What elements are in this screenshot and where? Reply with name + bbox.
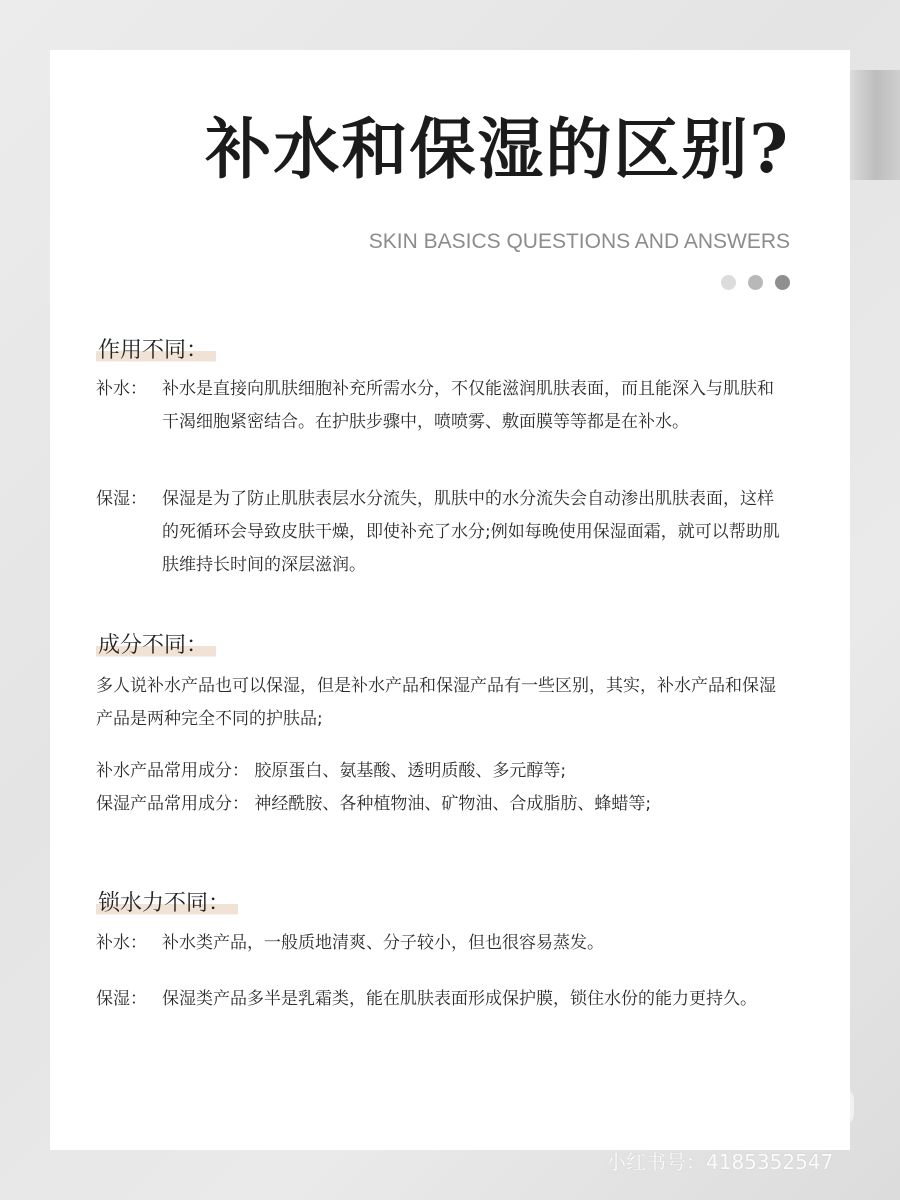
item-label: 保湿： (96, 489, 147, 509)
pagination-dots (721, 275, 790, 290)
watermark-id: 小红书号：4185352547 (606, 1150, 834, 1174)
page-title: 补水和保湿的区别? (205, 110, 790, 188)
section-heading-water-lock: 锁水力不同： (96, 886, 238, 917)
section-heading-function: 作用不同： (96, 333, 216, 364)
section-heading-ingredients: 成分不同： (96, 628, 216, 659)
item-moisturize-lock (96, 983, 790, 1016)
item-hydration-function (96, 373, 790, 439)
item-label: 保湿： (96, 989, 147, 1009)
item-text: 补水类产品，一般质地清爽、分子较小，但也很容易蒸发。 (162, 933, 604, 953)
item-label: 补水： (96, 933, 147, 953)
page-subtitle: SKIN BASICS QUESTIONS AND ANSWERS (368, 230, 790, 253)
watermark-logo: 小红书 (768, 1088, 854, 1126)
item-text: 保湿是为了防止肌肤表层水分流失，肌肤中的水分流失会自动渗出肌肤表面，这样的死循环会导致皮肤干燥，即使补充了水分;例如每晚使用保湿面霜，就可以帮助肌肤维持长时间的深层滋润。 (162, 489, 780, 575)
item-moisturize-function (96, 483, 790, 582)
content-card (50, 50, 850, 1150)
item-text: 保湿类产品多半是乳霜类，能在肌肤表面形成保护膜，锁住水份的能力更持久。 (162, 989, 757, 1009)
dot-1 (721, 275, 736, 290)
hydration-ingredients: 补水产品常用成分： 胶原蛋白、氨基酸、透明质酸、多元醇等; (96, 761, 567, 781)
item-hydration-lock (96, 927, 790, 960)
ingredients-intro: 多人说补水产品也可以保湿，但是补水产品和保湿产品有一些区别，其实，补水产品和保湿产品是两种完全不同的护肤品; (96, 676, 776, 729)
dot-3 (775, 275, 790, 290)
dot-2 (748, 275, 763, 290)
moisturize-ingredients: 保湿产品常用成分： 神经酰胺、各种植物油、矿物油、合成脂肪、蜂蜡等; (96, 794, 652, 814)
item-text: 补水是直接向肌肤细胞补充所需水分，不仅能滋润肌肤表面，而且能深入与肌肤和干渴细胞紧密结合。在护肤步骤中，喷喷雾、敷面膜等等都是在补水。 (162, 379, 774, 432)
item-label: 补水： (96, 379, 147, 399)
